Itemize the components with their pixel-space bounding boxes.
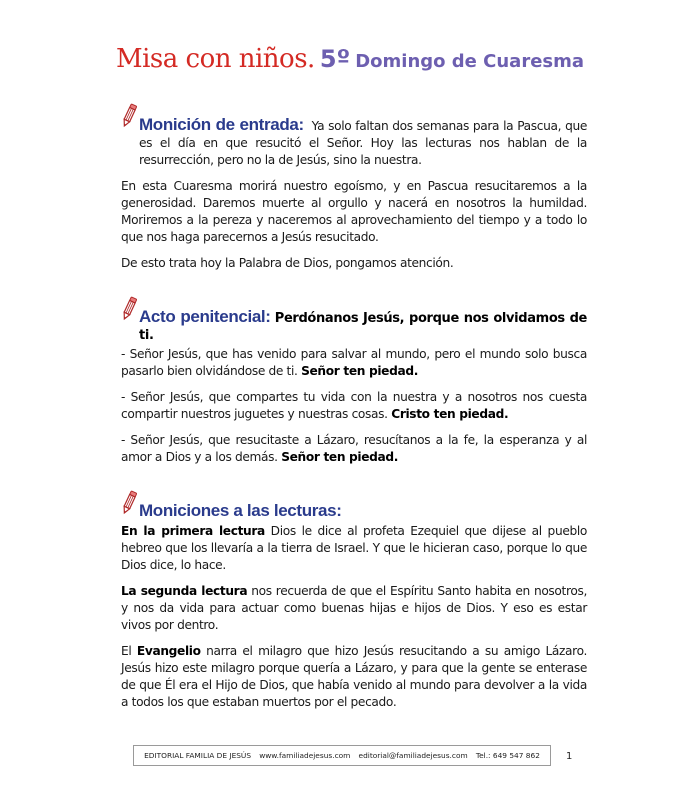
entrada-paragraph-2: En esta Cuaresma morirá nuestro egoísmo, y en Pascua resucitaremos a la generosidad. Daremos muerte al orgullo y nacerá en nosotros la humildad. Moriremos a la pereza y naceremos al aprovechamiento del tiempo y a todo lo que nos haga parecernos a Jesús resucitado. [121, 179, 587, 244]
pencil-icon [121, 103, 137, 129]
lectura-text: nos recuerda de que el Espíritu Santo habita en nosotros, y nos da vida para actuar como buenas hijas e hijos de Dios. Y eso es estar vivos por dentro. [121, 584, 587, 632]
lectura-item [121, 643, 587, 711]
penitencial-item [121, 346, 587, 380]
title-part-2: 5º [319, 45, 351, 73]
footer-phone: Tel.: 649 547 862 [475, 751, 540, 760]
title-part-1: Misa con niños. [115, 44, 315, 74]
lectura-item [121, 523, 587, 574]
lectura-label: La segunda lectura [121, 584, 248, 598]
section-lecturas [121, 496, 587, 711]
penitencial-item-text: - Señor Jesús, que has venido para salvar al mundo, pero el mundo solo busca pasarlo bien olvidándose de ti. [121, 347, 587, 378]
footer-email[interactable]: editorial@familiadejesus.com [358, 751, 468, 760]
section-heading: Monición de entrada: [139, 115, 304, 134]
pencil-icon [121, 296, 137, 322]
penitencial-item-reply: Señor ten piedad. [281, 450, 399, 464]
page-number: 1 [566, 751, 573, 762]
entrada-paragraph-3: De esto trata hoy la Palabra de Dios, pongamos atención. [121, 256, 454, 270]
section-heading: Moniciones a las lecturas: [139, 501, 342, 520]
penitencial-response: Perdónanos Jesús, porque nos olvidamos de ti. [139, 311, 588, 343]
penitencial-item-reply: Señor ten piedad. [301, 364, 418, 378]
penitencial-heading-line [121, 302, 587, 344]
entrada-intro [121, 106, 587, 169]
penitencial-item-reply: Cristo ten piedad. [391, 407, 509, 421]
section-entrada [121, 106, 587, 272]
lectura-label: En la primera lectura [121, 524, 265, 538]
penitencial-item [121, 432, 587, 466]
penitencial-item-text: - Señor Jesús, que resucitaste a Lázaro, resucítanos a la fe, la esperanza y al amor a Dios y a los demás. [121, 433, 587, 464]
lectura-item [121, 583, 587, 634]
penitencial-item-text: - Señor Jesús, que compartes tu vida con la nuestra y a nosotros nos cuesta compartir nuestros juguetes y nuestras cosas. [121, 390, 587, 421]
footer-website[interactable]: www.familiadejesus.com [259, 751, 351, 760]
lectura-label: Evangelio [136, 644, 201, 658]
lectura-text: narra el milagro que hizo Jesús resucitando a su amigo Lázaro. Jesús hizo este milagro porque quería a Lázaro, y para que la gente se enterase de que Él era el Hijo de Dios, que había venido al mundo para devolver a la vida a todos los que estaban muertos por el pecado. [121, 644, 587, 709]
lectura-pre: El [121, 644, 137, 658]
footer-publisher: EDITORIAL FAMILIA DE JESÚS [144, 751, 252, 760]
penitencial-item [121, 389, 587, 423]
lecturas-heading-line [121, 496, 587, 521]
entrada-intro-text: Ya solo faltan dos semanas para la Pascua, que es el día en que resucitó el Señor. Hoy las lecturas nos hablan de la resurrección, pero no la de Jesús, sino la nuestra. [139, 119, 587, 167]
page-title [0, 44, 700, 74]
lectura-text: Dios le dice al profeta Ezequiel que dijese al pueblo hebreo que los llevaría a la tierra de Israel. Y que le hicieran caso, porque lo que Dios dice, lo hace. [121, 524, 587, 572]
pencil-icon [121, 490, 137, 516]
title-part-3: Domingo de Cuaresma [355, 51, 585, 72]
document-body [121, 106, 587, 711]
section-penitencial [121, 302, 587, 466]
section-heading: Acto penitencial: [139, 307, 271, 326]
footer-box [133, 745, 551, 766]
